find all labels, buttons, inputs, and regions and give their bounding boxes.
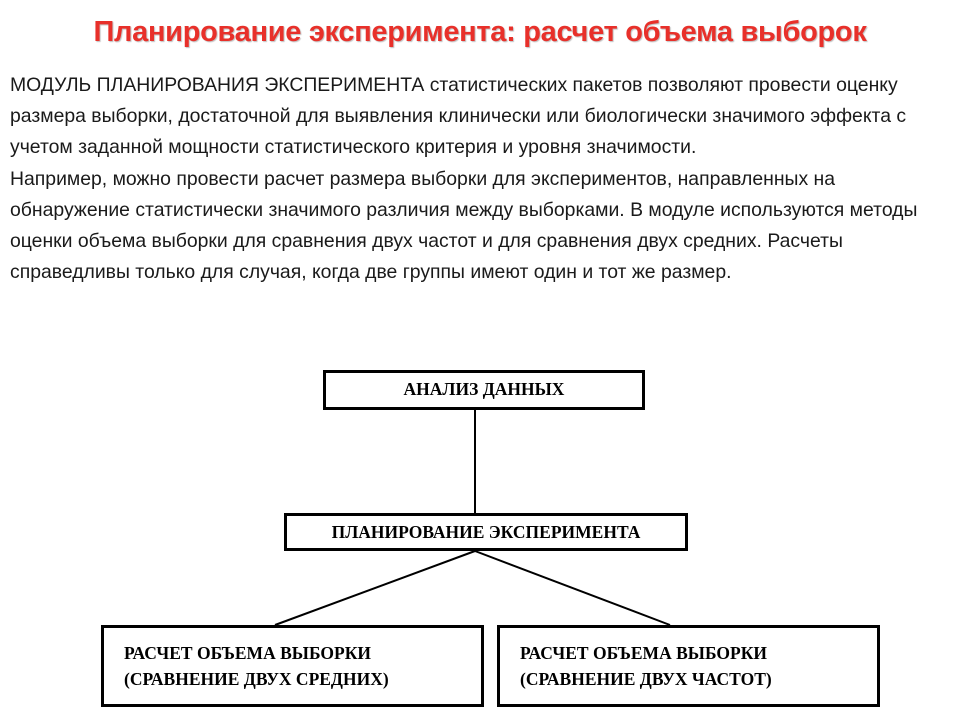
slide-title: Планирование эксперимента: расчет объема выборок: [93, 16, 867, 48]
box-means-line1: РАСЧЕТ ОБЪЕМА ВЫБОРКИ: [124, 643, 371, 663]
connector-middle-to-right: [475, 551, 670, 625]
box-freq-line1: РАСЧЕТ ОБЪЕМА ВЫБОРКИ: [520, 643, 767, 663]
diagram-box-sample-size-frequencies: [497, 625, 880, 707]
diagram-box-sample-size-means: [101, 625, 484, 707]
diagram-box-data-analysis: АНАЛИЗ ДАННЫХ: [323, 370, 645, 410]
connector-middle-to-left: [275, 551, 475, 625]
paragraph-example: Например, можно провести расчет размера выборки для экспериментов, направленных на обнаружение статистически значимого различия между выборками. В модуле используются методы оценки объема выборки для сравнения двух частот и для сравнения двух средних. Расчеты справедливы только для случая, когда две группы имеют один и тот же размер.: [10, 167, 918, 284]
paragraph-module-description: МОДУЛЬ ПЛАНИРОВАНИЯ ЭКСПЕРИМЕНТА статистических пакетов позволяют провести оценку размера выборки, достаточной для выявления клинически или биологически значимого эффекта с учетом заданной мощности статистического критерия и уровня значимости.: [10, 74, 907, 159]
box-freq-line2: (СРАВНЕНИЕ ДВУХ ЧАСТОТ): [520, 669, 772, 689]
box-means-line2: (СРАВНЕНИЕ ДВУХ СРЕДНИХ): [124, 669, 389, 689]
diagram-box-experiment-planning: ПЛАНИРОВАНИЕ ЭКСПЕРИМЕНТА: [284, 513, 688, 551]
